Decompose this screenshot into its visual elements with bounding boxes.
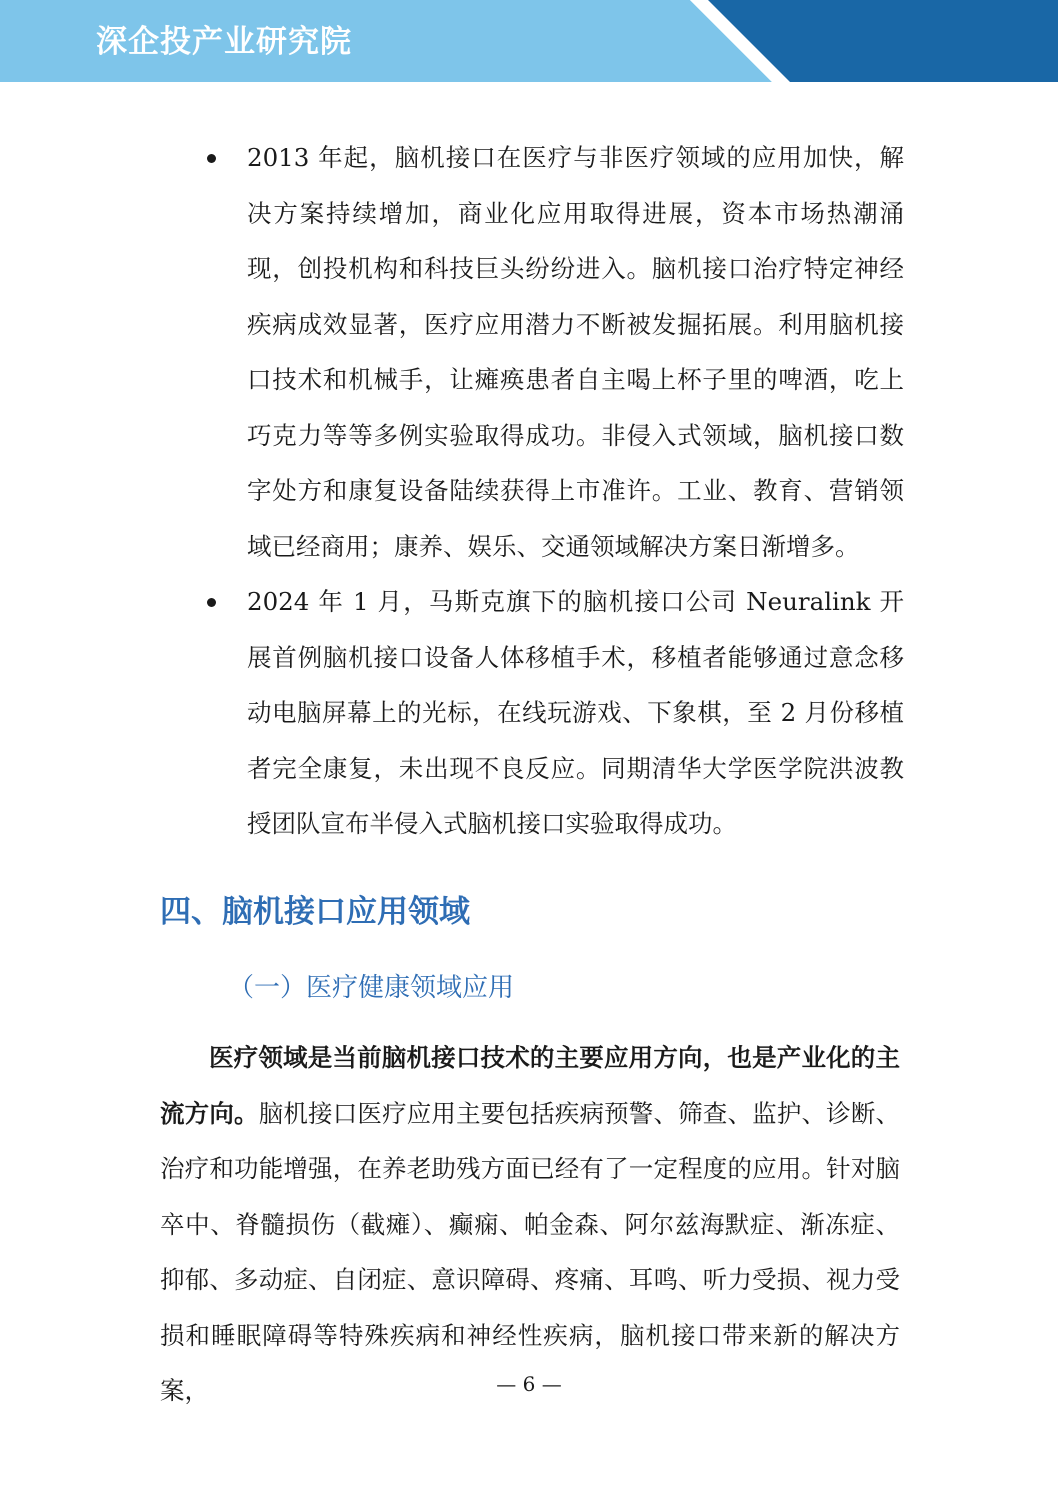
bullet-text: 2013 年起，脑机接口在医疗与非医疗领域的应用加快，解决方案持续增加，商业化应用取得进展，资本市场热潮涌现，创投机构和科技巨头纷纷进入。脑机接口治疗特定神经疾病成效显著，医疗应用潜力不断被发掘拓展。利用脑机接口技术和机械手，让瘫痪患者自主喝上杯子里的啤酒，吃上巧克力等等多例实验取得成功。非侵入式领域，脑机接口数字处方和康复设备陆续获得上市准许。工业、教育、营销领域已经商用；康养、娱乐、交通领域解决方案日渐增多。 bbox=[247, 143, 904, 561]
paragraph-lead: 医疗领域是当前脑机接口技术的主要应用方向，也是产业化的主流方向。 bbox=[160, 1043, 900, 1128]
body-paragraph bbox=[160, 1030, 900, 1419]
bullet-dot-icon bbox=[207, 598, 216, 607]
page-number: — 6 — bbox=[496, 1372, 562, 1396]
bullet-item bbox=[204, 574, 904, 852]
org-name: 深企投产业研究院 bbox=[96, 24, 352, 60]
bullet-text: 2024 年 1 月，马斯克旗下的脑机接口公司 Neuralink 开展首例脑机接口设备人体移植手术，移植者能够通过意念移动电脑屏幕上的光标，在线玩游戏、下象棋，至 2 月份移植者完全康复，未出现不良反应。同期清华大学医学院洪波教授团队宣布半侵入式脑机接口实验取得成功。 bbox=[247, 587, 904, 838]
bullet-item bbox=[204, 130, 904, 574]
bullet-list bbox=[204, 130, 904, 852]
page-header bbox=[0, 0, 1058, 82]
paragraph-body: 脑机接口医疗应用主要包括疾病预警、筛查、监护、诊断、治疗和功能增强，在养老助残方面已经有了一定程度的应用。针对脑卒中、脊髓损伤（截瘫）、癫痫、帕金森、阿尔兹海默症、渐冻症、抑郁、多动症、自闭症、意识障碍、疼痛、耳鸣、听力受损、视力受损和睡眠障碍等特殊疾病和神经性疾病，脑机接口带来新的解决方案， bbox=[160, 1098, 901, 1405]
section-title: 四、脑机接口应用领域 bbox=[160, 894, 470, 930]
subsection-title: （一）医疗健康领域应用 bbox=[228, 973, 515, 1003]
bullet-dot-icon bbox=[207, 154, 216, 163]
